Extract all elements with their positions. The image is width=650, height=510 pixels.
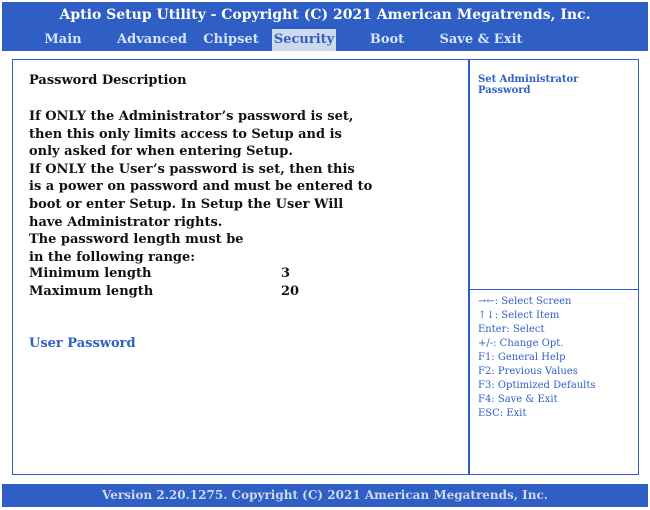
minimum-length-row (29, 266, 309, 284)
key-hint: F3: Optimized Defaults (478, 380, 596, 391)
menu-bar (2, 29, 648, 51)
description-line: If ONLY the User’s password is set, then this (29, 161, 355, 177)
description-line: then this only limits access to Setup and is (29, 126, 342, 142)
key-hint: →←: Select Screen (478, 296, 572, 307)
maximum-length-label: Maximum length (29, 284, 154, 299)
tab-main[interactable]: Main (44, 32, 82, 47)
key-hint: ESC: Exit (478, 408, 527, 419)
minimum-length-label: Minimum length (29, 266, 152, 281)
help-text: Set Administrator Password (478, 74, 579, 96)
description-line: have Administrator rights. (29, 214, 223, 230)
administrator-password-item[interactable]: Administrator Password (29, 318, 205, 333)
password-description-text (29, 108, 373, 266)
minimum-length-value: 3 (281, 266, 291, 281)
tab-save-exit[interactable]: Save & Exit (439, 32, 523, 47)
user-password-item[interactable]: User Password (29, 336, 136, 351)
description-line: boot or enter Setup. In Setup the User Will (29, 196, 344, 212)
tab-boot[interactable]: Boot (369, 32, 405, 47)
maximum-length-value: 20 (281, 284, 300, 299)
maximum-length-row (29, 284, 309, 302)
key-hint: Enter: Select (478, 324, 545, 335)
key-legend (478, 295, 633, 421)
key-hint: F2: Previous Values (478, 366, 578, 377)
key-hint: +/-: Change Opt. (478, 338, 564, 349)
title-bar: Aptio Setup Utility - Copyright (C) 2021 American Megatrends, Inc. (2, 2, 648, 29)
description-line: is a power on password and must be entered to (29, 179, 373, 195)
description-line: in the following range: (29, 249, 196, 265)
tab-chipset[interactable]: Chipset (203, 32, 259, 47)
description-line: If ONLY the Administrator’s password is set, (29, 109, 354, 124)
key-hint: F4: Save & Exit (478, 394, 558, 405)
key-hint: ↑↓: Select Item (478, 310, 560, 321)
description-line: The password length must be (29, 232, 244, 248)
password-description-title: Password Description (29, 73, 187, 88)
key-hint: F1: General Help (478, 352, 566, 363)
footer-version: Version 2.20.1275. Copyright (C) 2021 American Megatrends, Inc. (2, 484, 648, 507)
tab-advanced[interactable]: Advanced (117, 32, 187, 47)
tab-security[interactable]: Security (272, 29, 336, 51)
description-line: only asked for when entering Setup. (29, 144, 293, 160)
